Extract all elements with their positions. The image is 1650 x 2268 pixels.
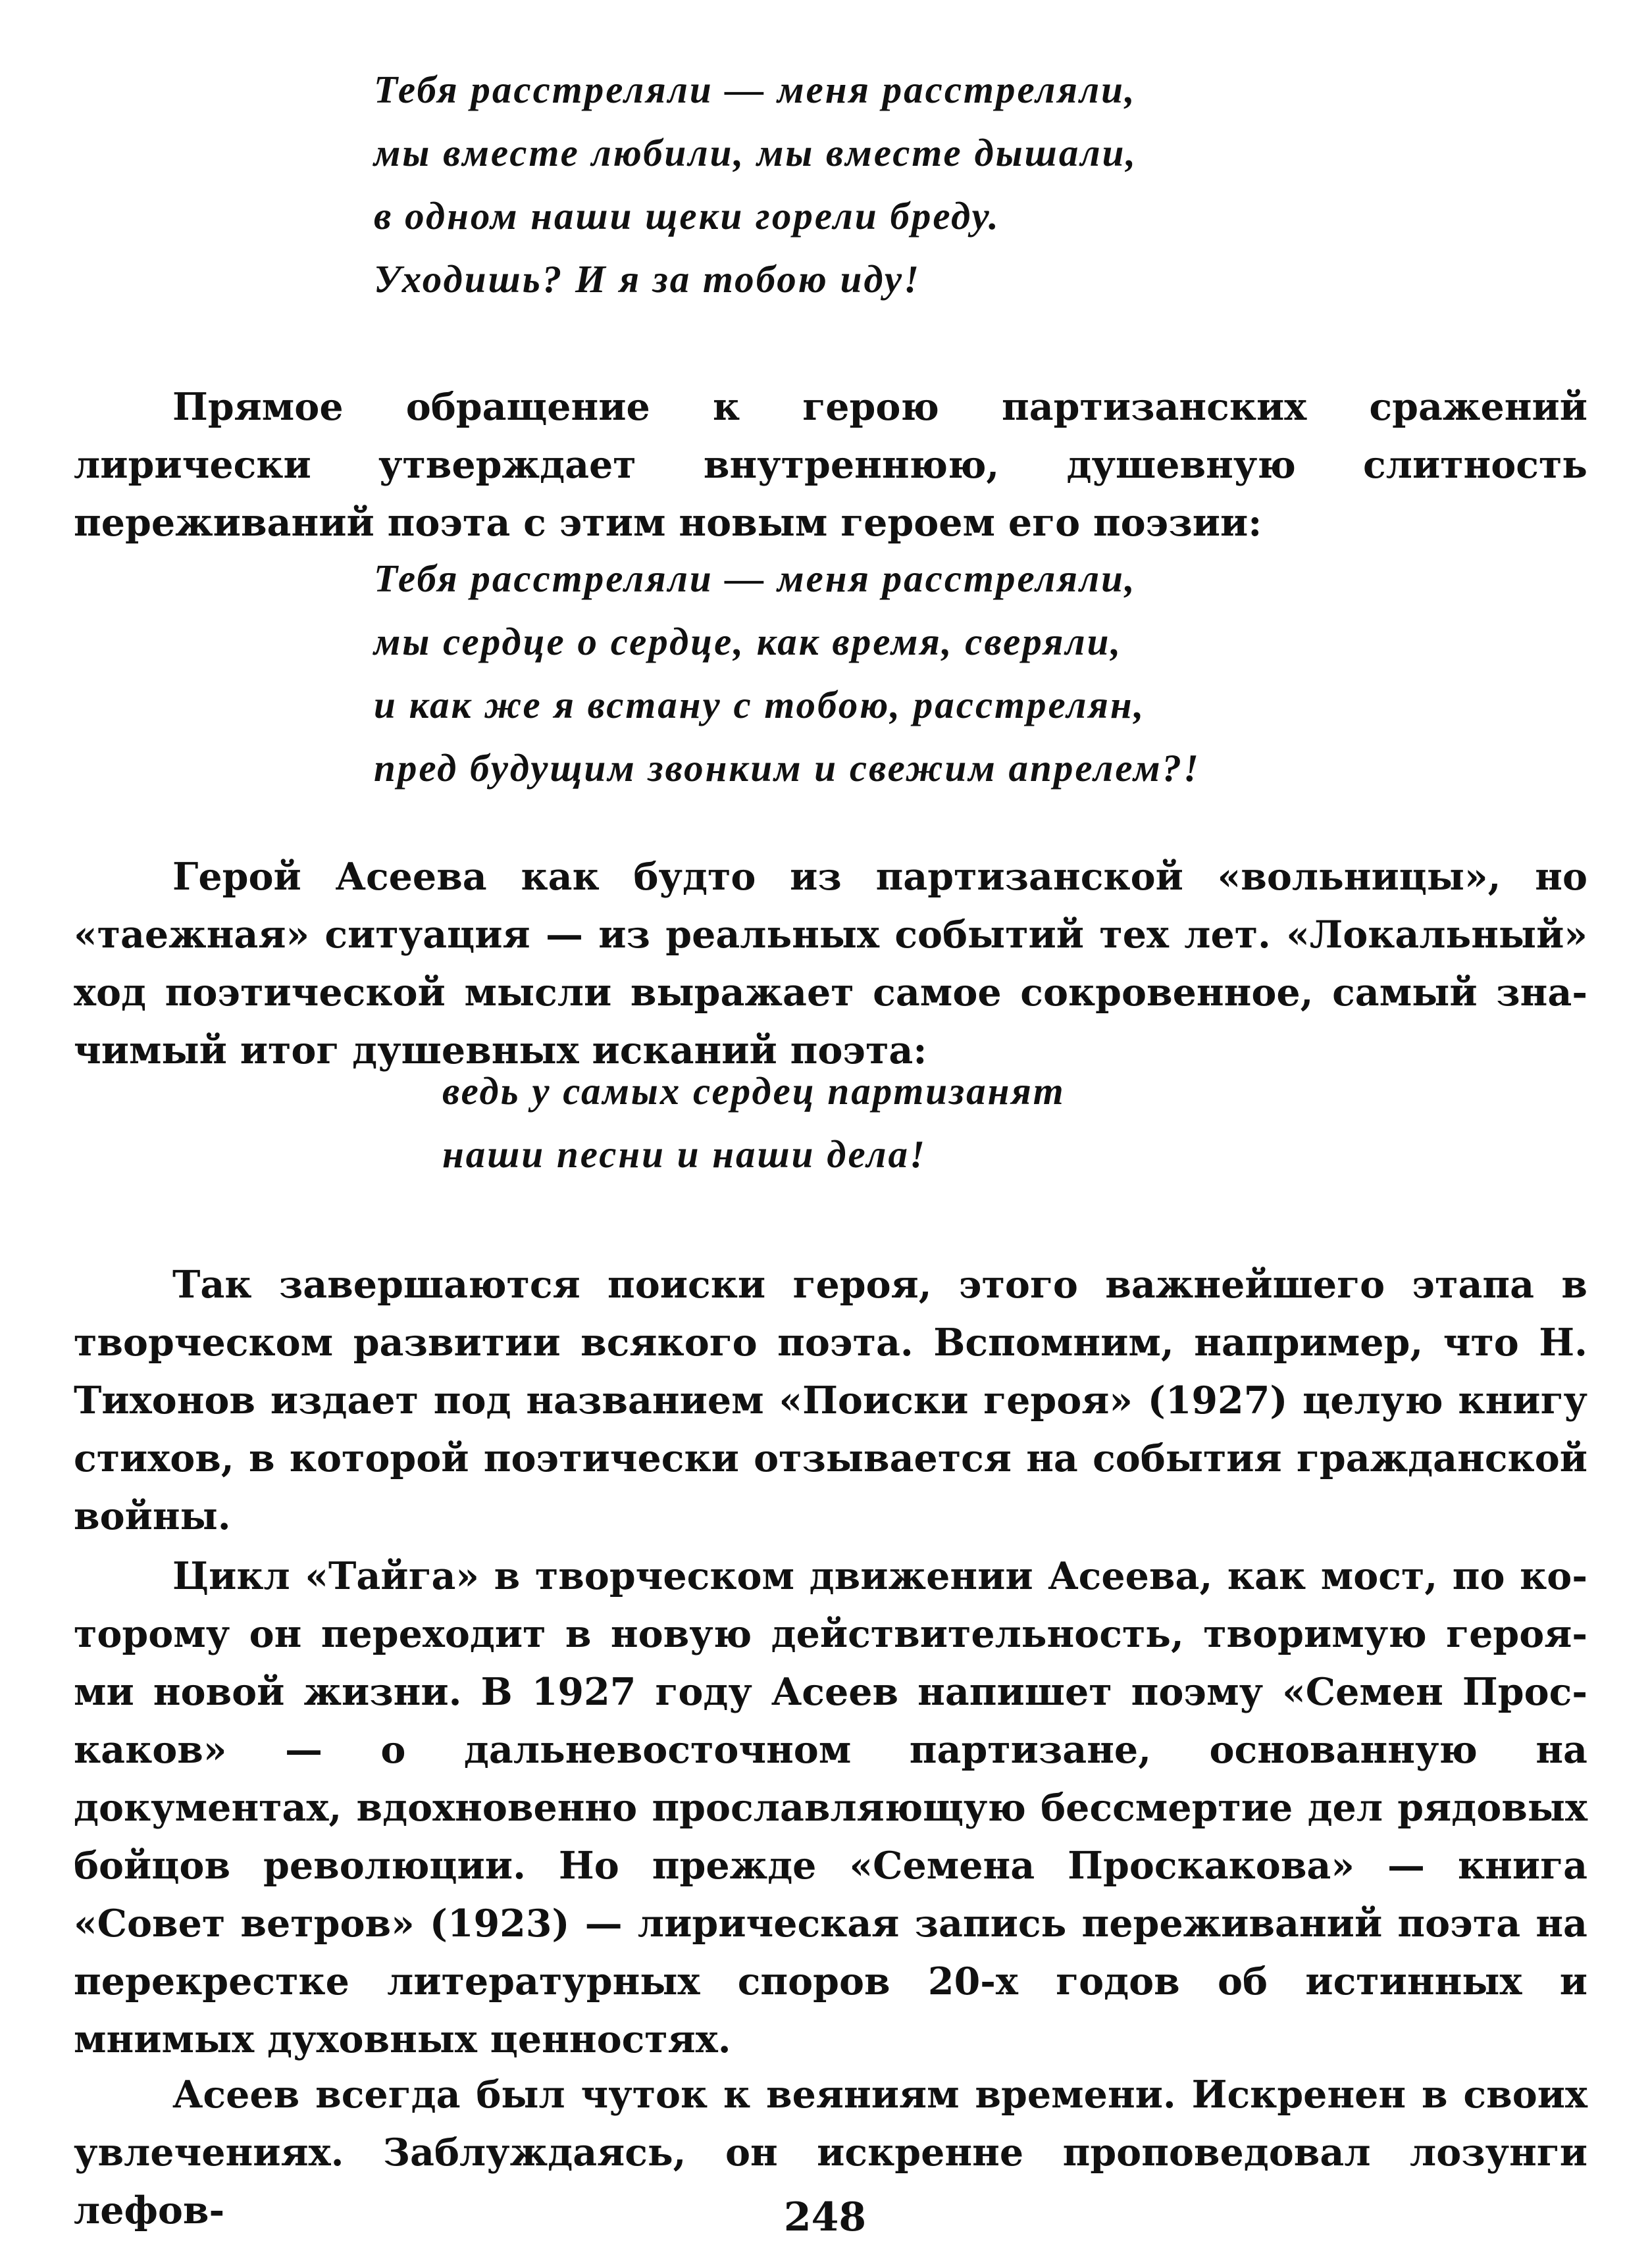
body-paragraph: Герой Асеева как будто из партизанской «вольницы», но «таежная» ситуация — из реальных событий тех лет. «Локальный» ход поэтической мысли выражает самое сокровенное, самый значимый итог душевных исканий поэта:	[74, 855, 1587, 1072]
body-paragraph: Так завершаются поиски героя, этого важнейшего этапа в творческом развитии всякого поэта. Вспомним, например, что Н. Тихонов издает под названием «Поиски героя» (1927) целую книгу стихов, в которой поэтически отзывается на события гражданской войны.	[74, 1263, 1587, 1538]
verse-stanza	[374, 58, 1137, 311]
verse-line: Тебя расстреляли — меня расстреляли,	[374, 557, 1137, 600]
verse-line: Тебя расстреляли — меня расстреляли,	[374, 68, 1137, 111]
verse-line: наши песни и наши дела!	[442, 1132, 927, 1176]
body-paragraph: Прямое обращение к герою партизанских сражений лирически утверждает внутреннюю, душевную слитность переживаний поэта с этим новым героем его поэзии:	[74, 385, 1587, 545]
verse-line: Уходишь? И я за тобою иду!	[374, 257, 921, 301]
body-paragraph: Цикл «Тайга» в творческом движении Асеева, как мост, по которому он переходит в новую действительность, творимую героями новой жизни. В 1927 году Асеев напишет поэму «Семен Проскаков» — о дальневосточном партизане, основанную на документах, вдохновенно прославляющую бессмертие дел рядовых бойцов революции. Но прежде «Семена Проскакова» — книга «Совет ветров» (1923) — лирическая запись переживаний поэта на перекрестке литературных споров 20-х годов об истинных и мнимых духовных ценностях.	[74, 1554, 1587, 2061]
verse-stanza	[442, 1059, 1066, 1186]
verse-stanza	[374, 547, 1200, 799]
verse-line: пред будущим звонким и свежим апрелем?!	[374, 746, 1200, 790]
body-paragraph: Асеев всегда был чуток к веяниям времени. Искренен в своих увлечениях. Заблуждаясь, он искренне проповедовал лозунги лефов-	[74, 2073, 1587, 2232]
verse-line: ведь у самых сердец партизанят	[442, 1069, 1066, 1113]
page-number: 248	[783, 2194, 867, 2240]
verse-line: мы вместе любили, мы вместе дышали,	[374, 131, 1138, 174]
verse-line: в одном наши щеки горели бреду.	[374, 194, 1000, 238]
verse-line: мы сердце о сердце, как время, сверяли,	[374, 620, 1123, 663]
verse-line: и как же я встану с тобою, расстрелян,	[374, 683, 1146, 726]
